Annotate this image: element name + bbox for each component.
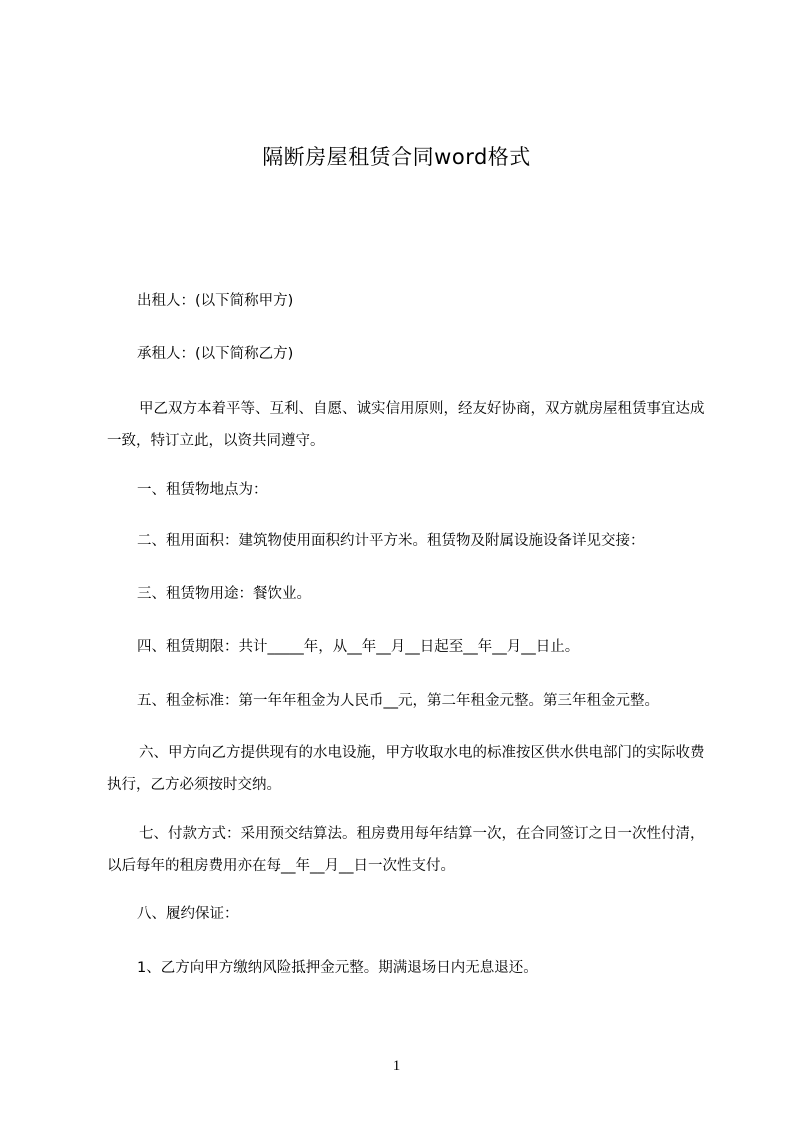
clause-3: 三、租赁物用途：餐饮业。 [137, 586, 311, 602]
clause-2: 二、租用面积：建筑物使用面积约计平方米。租赁物及附属设施设备详见交接： [137, 533, 645, 549]
clause-6: 六、甲方向乙方提供现有的水电设施，甲方收取水电的标准按区供水供电部门的实际收费执行，乙方必须按时交纳。 [107, 745, 705, 793]
clause-8: 八、履约保证： [137, 906, 239, 922]
preamble-paragraph: 甲乙双方本着平等、互利、自愿、诚实信用原则，经友好协商，双方就房屋租赁事宜达成一致，特订立此，以资共同遵守。 [107, 401, 705, 449]
lessee-line: 承租人：(以下简称乙方) [137, 346, 294, 362]
clause-1: 一、租赁物地点为： [137, 482, 268, 498]
clause-8-item-1: 1、乙方向甲方缴纳风险抵押金元整。期满退场日内无息退还。 [137, 960, 538, 976]
clause-5: 五、租金标准：第一年年租金为人民币__元，第二年租金元整。第三年租金元整。 [137, 693, 659, 709]
lessor-line: 出租人：(以下简称甲方) [137, 293, 294, 309]
clause-7: 七、付款方式：采用预交结算法。租房费用每年结算一次，在合同签订之日一次性付清，以后每年的租房费用亦在每__年__月__日一次性支付。 [107, 826, 705, 874]
page-number: 1 [392, 1058, 401, 1074]
clause-4: 四、租赁期限：共计_____年，从__年__月__日起至__年__月__日止。 [137, 639, 580, 655]
document-title: 隔断房屋租赁合同word格式 [262, 145, 531, 169]
